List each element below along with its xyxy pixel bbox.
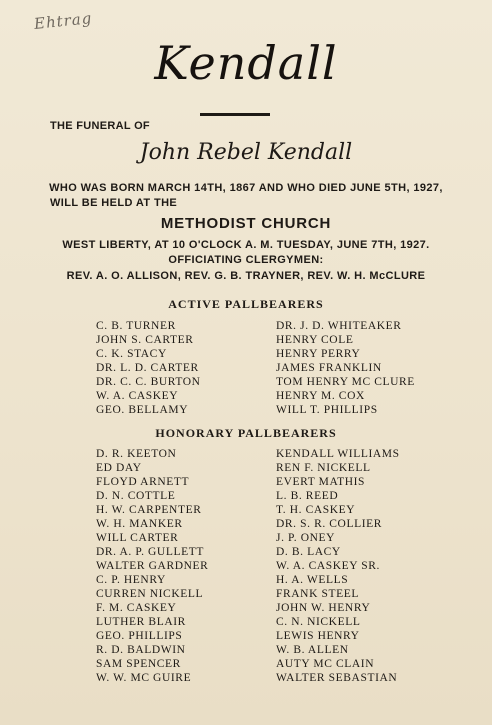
pallbearer-name: JOHN W. HENRY [276, 602, 371, 614]
pallbearer-name: DR. L. D. CARTER [96, 362, 199, 374]
pallbearer-name: W. B. ALLEN [276, 644, 349, 656]
pallbearer-name: JAMES FRANKLIN [276, 362, 382, 374]
pallbearer-name: REN F. NICKELL [276, 462, 371, 474]
honorary-pallbearers-left-column [96, 447, 208, 685]
pallbearer-name: C. N. NICKELL [276, 616, 361, 628]
intro-text: THE FUNERAL OF [50, 120, 150, 132]
pallbearer-name: W. A. CASKEY [96, 390, 179, 402]
pallbearer-name: WILL CARTER [96, 532, 179, 544]
pallbearer-name: DR. A. P. GULLETT [96, 546, 204, 558]
pallbearer-name: C. B. TURNER [96, 320, 176, 332]
handwritten-corner-note: Ehtrag [33, 8, 94, 34]
pallbearer-name: EVERT MATHIS [276, 476, 366, 488]
title-divider [200, 113, 270, 116]
pallbearer-name: GEO. PHILLIPS [96, 630, 183, 642]
active-pallbearers-right-column [276, 319, 415, 417]
held-at-line: WILL BE HELD AT THE [50, 197, 178, 209]
pallbearer-name: DR. J. D. WHITEAKER [276, 320, 402, 332]
pallbearer-name: DR. S. R. COLLIER [276, 518, 383, 530]
pallbearer-name: HENRY PERRY [276, 348, 361, 360]
pallbearer-name: C. P. HENRY [96, 574, 166, 586]
pallbearer-name: LUTHER BLAIR [96, 616, 186, 628]
page-title: Kendall [154, 36, 338, 90]
pallbearer-name: WILL T. PHILLIPS [276, 404, 378, 416]
pallbearer-name: JOHN S. CARTER [96, 334, 194, 346]
pallbearer-name: D. N. COTTLE [96, 490, 176, 502]
birth-death-line: WHO WAS BORN MARCH 14TH, 1867 AND WHO DIED JUNE 5TH, 1927, [49, 182, 443, 194]
pallbearer-name: KENDALL WILLIAMS [276, 448, 400, 460]
church-name: METHODIST CHURCH [160, 215, 332, 232]
pallbearer-name: GEO. BELLAMY [96, 404, 189, 416]
pallbearer-name: J. P. ONEY [276, 532, 336, 544]
honorary-pallbearers-right-column [276, 447, 400, 685]
pallbearer-name: D. R. KEETON [96, 448, 177, 460]
pallbearer-name: D. B. LACY [276, 546, 341, 558]
pallbearer-name: WALTER SEBASTIAN [276, 672, 398, 684]
deceased-name: John Rebel Kendall [139, 140, 353, 165]
pallbearer-name: H. A. WELLS [276, 574, 349, 586]
pallbearer-name: FLOYD ARNETT [96, 476, 190, 488]
time-place-line: WEST LIBERTY, AT 10 O'CLOCK A. M. TUESDAY, JUNE 7TH, 1927. [62, 239, 430, 251]
pallbearer-name: W. H. MANKER [96, 518, 183, 530]
pallbearer-name: LEWIS HENRY [276, 630, 360, 642]
pallbearer-name: AUTY MC CLAIN [276, 658, 375, 670]
pallbearer-name: CURREN NICKELL [96, 588, 204, 600]
pallbearer-name: W. W. MC GUIRE [96, 672, 192, 684]
pallbearer-name: FRANK STEEL [276, 588, 359, 600]
pallbearer-name: F. M. CASKEY [96, 602, 177, 614]
honorary-pallbearers-heading: HONORARY PALLBEARERS [155, 426, 337, 440]
pallbearer-name: C. K. STACY [96, 348, 167, 360]
pallbearer-name: HENRY COLE [276, 334, 354, 346]
pallbearer-name: DR. C. C. BURTON [96, 376, 201, 388]
active-pallbearers-heading: ACTIVE PALLBEARERS [168, 297, 324, 311]
pallbearer-name: WALTER GARDNER [96, 560, 209, 572]
active-pallbearers-left-column [96, 319, 201, 417]
pallbearer-name: L. B. REED [276, 490, 339, 502]
officiating-label: OFFICIATING CLERGYMEN: [168, 254, 324, 266]
pallbearer-name: W. A. CASKEY SR. [276, 560, 380, 572]
pallbearer-name: R. D. BALDWIN [96, 644, 186, 656]
pallbearer-name: T. H. CASKEY [276, 504, 356, 516]
pallbearer-name: SAM SPENCER [96, 658, 181, 670]
pallbearer-name: HENRY M. COX [276, 390, 365, 402]
clergy-line: REV. A. O. ALLISON, REV. G. B. TRAYNER, REV. W. H. McCLURE [66, 270, 426, 282]
pallbearer-name: ED DAY [96, 462, 142, 474]
pallbearer-name: TOM HENRY MC CLURE [276, 376, 415, 388]
pallbearer-name: H. W. CARPENTER [96, 504, 202, 516]
